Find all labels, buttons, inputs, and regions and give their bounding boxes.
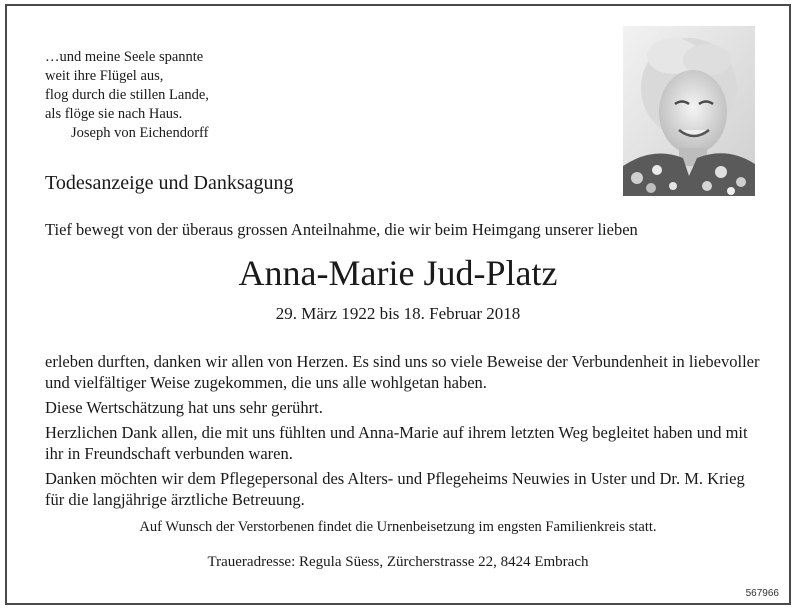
body-paragraph: erleben durften, danken wir allen von Herzen. Es sind uns so viele Beweise der Verbundenheit in liebevoller und vielfältiger Weise zugekommen, die uns alle wohlgetan haben. — [45, 352, 760, 392]
poem-line: als flöge sie nach Haus. — [45, 106, 183, 122]
poem — [45, 48, 209, 143]
body-paragraph: Danken möchten wir dem Pflegepersonal des Alters- und Pflegeheims Neuwies in Uster und Dr. M. Krieg für die langjährige ärztliche Betreuung. — [45, 469, 745, 509]
burial-note: Auf Wunsch der Verstorbenen findet die Urnenbeisetzung im engsten Familienkreis statt. — [139, 519, 657, 535]
poem-author: Joseph von Eichendorff — [71, 125, 209, 141]
obituary-notice — [5, 4, 791, 605]
lead-text: Tief bewegt von der überaus grossen Anteilnahme, die wir beim Heimgang unserer lieben — [45, 220, 638, 239]
poem-line: flog durch die stillen Lande, — [45, 87, 209, 103]
body-text — [45, 351, 765, 514]
poem-line: weit ihre Flügel aus, — [45, 68, 164, 84]
life-dates: 29. März 1922 bis 18. Februar 2018 — [275, 304, 521, 323]
body-paragraph: Herzlichen Dank allen, die mit uns fühlten und Anna-Marie auf ihrem letzten Weg begleitet haben und mit ihr in Freundschaft verbunden waren. — [45, 423, 748, 463]
reference-number: 567966 — [745, 588, 779, 599]
poem-line: …und meine Seele spannte — [45, 49, 204, 65]
mourning-address: Traueradresse: Regula Süess, Zürcherstrasse 22, 8424 Embrach — [207, 554, 589, 570]
portrait-photo — [623, 26, 755, 196]
body-paragraph: Diese Wertschätzung hat uns sehr gerührt. — [45, 398, 323, 417]
notice-heading: Todesanzeige und Danksagung — [45, 172, 294, 194]
deceased-name: Anna-Marie Jud-Platz — [238, 253, 558, 293]
